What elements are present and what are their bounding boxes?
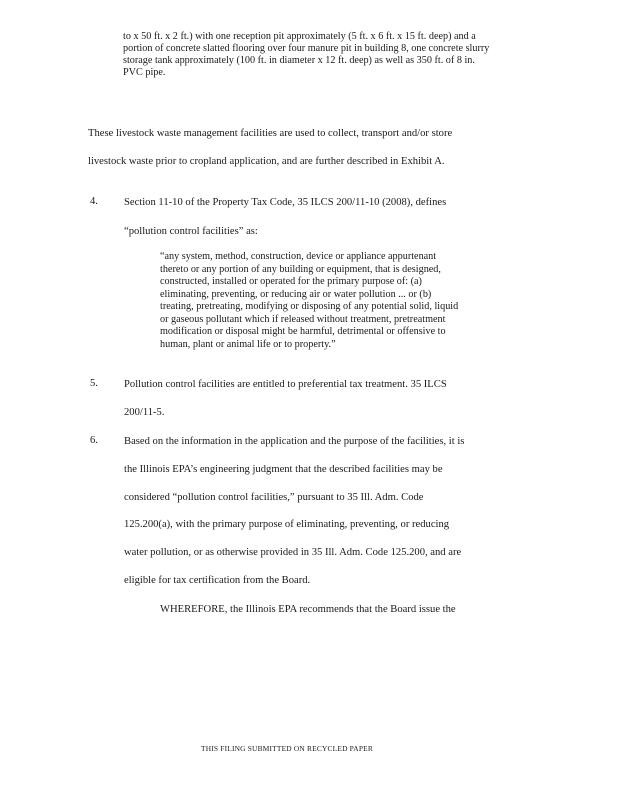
paragraph-line: These livestock waste management facilities are used to collect, transport and/or store [88, 128, 453, 139]
wherefore-line: WHEREFORE, the Illinois EPA recommends that the Board issue the [160, 604, 456, 615]
item-number: 5. [90, 378, 98, 389]
quote-line: eliminating, preventing, or reducing air or water pollution ... or (b) [160, 289, 432, 300]
item-6-line: the Illinois EPA’s engineering judgment that the described facilities may be [124, 464, 443, 475]
item-number: 6. [90, 435, 98, 446]
item-6-line: water pollution, or as otherwise provided in 35 Ill. Adm. Code 125.200, and are [124, 547, 462, 558]
item-5-line: Pollution control facilities are entitled to preferential tax treatment. 35 ILCS [124, 379, 447, 390]
item-6-line: Based on the information in the application and the purpose of the facilities, it is [124, 436, 465, 447]
quote-line: thereto or any portion of any building or equipment, that is designed, [160, 264, 441, 275]
quote-line: treating, pretreating, modifying or disposing of any potential solid, liquid [160, 301, 459, 312]
equipment-description-line: to x 50 ft. x 2 ft.) with one reception pit approximately (5 ft. x 6 ft. x 15 ft. deep) and a [123, 31, 476, 42]
quote-line: modification or disposal might be harmful, detrimental or offensive to [160, 326, 446, 337]
paragraph-line: livestock waste prior to cropland application, and are further described in Exhibit A. [88, 156, 445, 167]
item-6-line: eligible for tax certification from the Board. [124, 575, 311, 586]
item-number: 4. [90, 196, 98, 207]
item-6-line: considered “pollution control facilities,” pursuant to 35 Ill. Adm. Code [124, 492, 424, 503]
item-4-line: “pollution control facilities” as: [124, 226, 258, 237]
equipment-description-line: storage tank approximately (100 ft. in diameter x 12 ft. deep) as well as 350 ft. of 8 in. [123, 55, 475, 66]
quote-line: “any system, method, construction, device or appliance appurtenant [160, 251, 437, 262]
item-5-line: 200/11-5. [124, 407, 165, 418]
equipment-description-line: portion of concrete slatted flooring over four manure pit in building 8, one concrete slurry [123, 43, 490, 54]
recycled-paper-footer: THIS FILING SUBMITTED ON RECYCLED PAPER [201, 744, 373, 753]
item-6-line: 125.200(a), with the primary purpose of eliminating, preventing, or reducing [124, 519, 450, 530]
item-4-line: Section 11-10 of the Property Tax Code, 35 ILCS 200/11-10 (2008), defines [124, 197, 447, 208]
quote-line: human, plant or animal life or to property.” [160, 339, 336, 350]
quote-line: constructed, installed or operated for the primary purpose of: (a) [160, 276, 422, 287]
quote-line: or gaseous pollutant which if released without treatment, pretreatment [160, 314, 446, 325]
equipment-description-line: PVC pipe. [123, 67, 166, 78]
